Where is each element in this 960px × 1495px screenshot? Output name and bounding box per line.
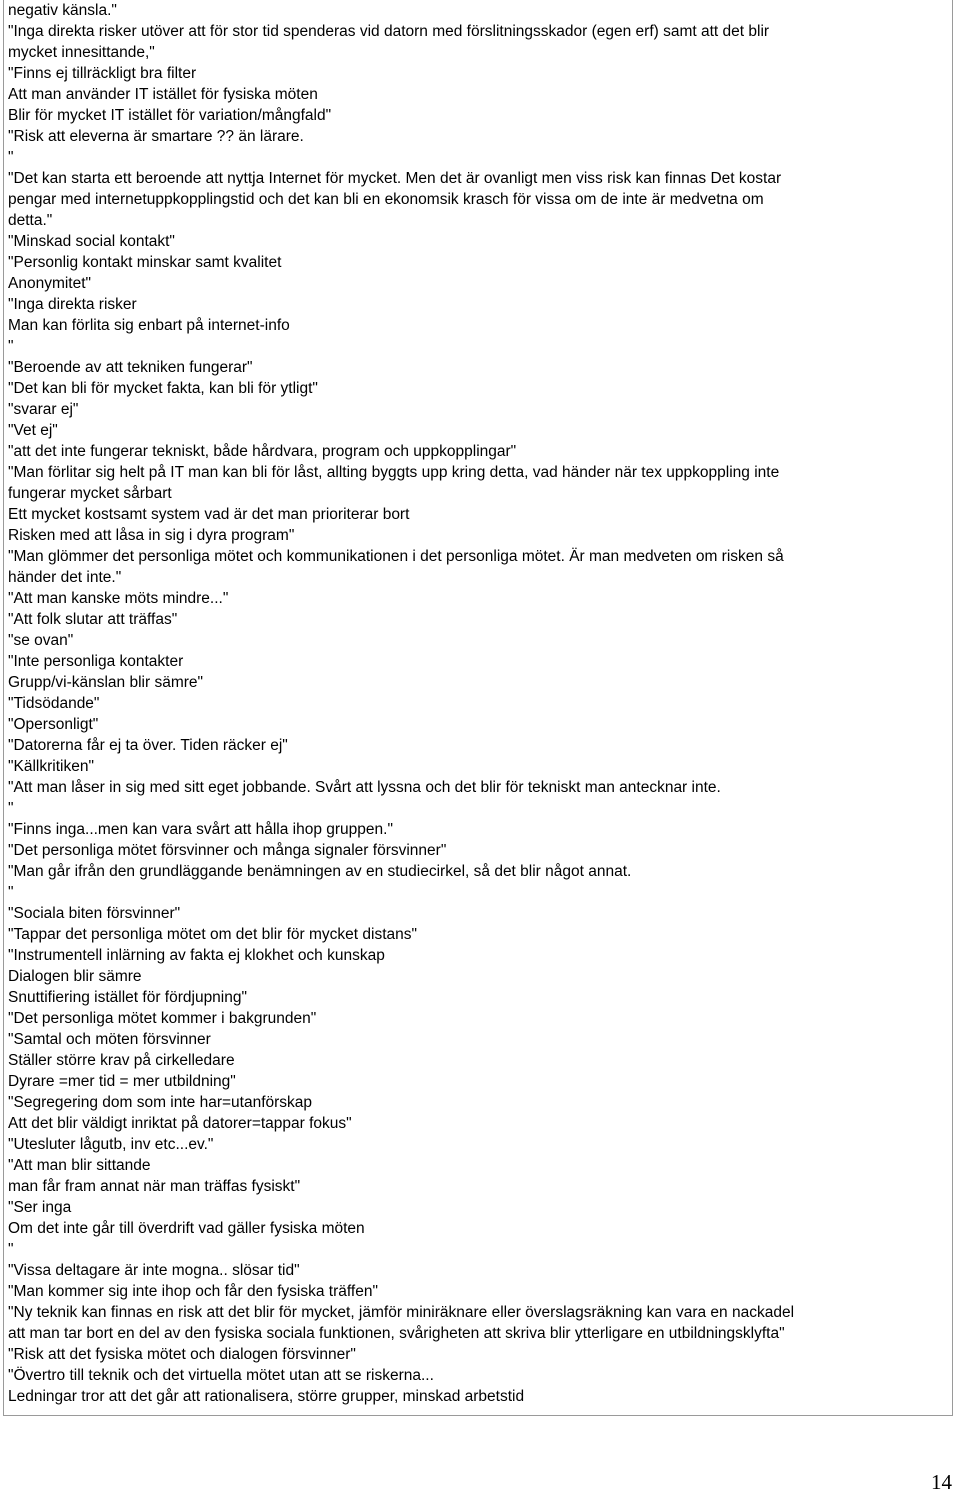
- text-line: "att det inte fungerar tekniskt, både hårdvara, program och uppkopplingar": [8, 443, 517, 460]
- text-line: "Minskad social kontakt": [8, 233, 175, 250]
- text-line: Risken med att låsa in sig i dyra program": [8, 527, 295, 544]
- text-line: ": [8, 884, 14, 901]
- text-line: "Ser inga: [8, 1199, 72, 1216]
- text-line: händer det inte.": [8, 569, 122, 586]
- text-line: Man kan förlita sig enbart på internet-info: [8, 317, 290, 334]
- text-line: "Opersonligt": [8, 716, 99, 733]
- text-line: Att det blir väldigt inriktat på datorer=tappar fokus": [8, 1115, 352, 1132]
- text-line: "Det personliga mötet försvinner och många signaler försvinner": [8, 842, 447, 859]
- text-line: "Det personliga mötet kommer i bakgrunden": [8, 1010, 317, 1027]
- text-line: "Inga direkta risker utöver att för stor tid spenderas vid datorn med förslitningsskador (egen erf) samt att det blir: [8, 23, 770, 40]
- text-line: "Vissa deltagare är inte mogna.. slösar tid": [8, 1262, 300, 1279]
- text-line: "Inga direkta risker: [8, 296, 137, 313]
- text-line: "Att man kanske möts mindre...": [8, 590, 229, 607]
- text-line: "Man glömmer det personliga mötet och kommunikationen i det personliga mötet. Är man medveten om risken så: [8, 548, 784, 565]
- text-line: Anonymitet": [8, 275, 92, 292]
- text-line: fungerar mycket sårbart: [8, 485, 172, 502]
- text-line: ": [8, 149, 14, 166]
- text-line: "Inte personliga kontakter: [8, 653, 184, 670]
- text-line: Ställer större krav på cirkelledare: [8, 1052, 235, 1069]
- text-line: "Tappar det personliga mötet om det blir för mycket distans": [8, 926, 418, 943]
- text-line: ": [8, 1241, 14, 1258]
- text-line: "Man går ifrån den grundläggande benämningen av en studiecirkel, så det blir något annat.: [8, 863, 632, 880]
- text-line: "Man förlitar sig helt på IT man kan bli för låst, allting byggts upp kring detta, vad händer när tex uppkoppling inte: [8, 464, 780, 481]
- text-line: "Datorerna får ej ta över. Tiden räcker ej": [8, 737, 288, 754]
- text-line: negativ känsla.": [8, 2, 117, 19]
- text-line: "Utesluter lågutb, inv etc...ev.": [8, 1136, 214, 1153]
- text-line: "Finns inga...men kan vara svårt att hålla ihop gruppen.": [8, 821, 393, 838]
- text-line: "Risk att det fysiska mötet och dialogen försvinner": [8, 1346, 356, 1363]
- text-line: "Att man låser in sig med sitt eget jobbande. Svårt att lyssna och det blir för tekniskt man antecknar inte.: [8, 779, 721, 796]
- text-line: Att man använder IT istället för fysiska möten: [8, 86, 318, 103]
- text-line: "Personlig kontakt minskar samt kvalitet: [8, 254, 282, 271]
- text-line: "Att man blir sittande: [8, 1157, 151, 1174]
- text-line: Snuttifiering istället för fördjupning": [8, 989, 247, 1006]
- text-line: Dyrare =mer tid = mer utbildning": [8, 1073, 236, 1090]
- response-text-box: [3, 0, 953, 1416]
- text-line: "Det kan starta ett beroende att nyttja Internet för mycket. Men det är ovanligt men viss risk kan finnas Det kostar: [8, 170, 782, 187]
- text-line: "Man kommer sig inte ihop och får den fysiska träffen": [8, 1283, 378, 1300]
- text-line: "Segregering dom som inte har=utanförskap: [8, 1094, 313, 1111]
- text-line: "se ovan": [8, 632, 74, 649]
- text-line: Grupp/vi-känslan blir sämre": [8, 674, 204, 691]
- text-line: man får fram annat när man träffas fysiskt": [8, 1178, 301, 1195]
- text-line: "Sociala biten försvinner": [8, 905, 181, 922]
- text-line: "svarar ej": [8, 401, 79, 418]
- text-line: "Källkritiken": [8, 758, 94, 775]
- text-line: Dialogen blir sämre: [8, 968, 142, 985]
- text-line: ": [8, 338, 14, 355]
- text-line: Ett mycket kostsamt system vad är det man prioriterar bort: [8, 506, 410, 523]
- text-line: "Risk att eleverna är smartare ?? än lärare.: [8, 128, 304, 145]
- text-line: detta.": [8, 212, 53, 229]
- text-line: "Samtal och möten försvinner: [8, 1031, 211, 1048]
- text-line: "Tidsödande": [8, 695, 100, 712]
- text-line: "Finns ej tillräckligt bra filter: [8, 65, 197, 82]
- text-line: "Att folk slutar att träffas": [8, 611, 178, 628]
- text-line: Ledningar tror att det går att rationalisera, större grupper, minskad arbetstid: [8, 1388, 525, 1405]
- text-line: "Beroende av att tekniken fungerar": [8, 359, 253, 376]
- text-line: mycket innesittande,": [8, 44, 155, 61]
- text-line: "Det kan bli för mycket fakta, kan bli för ytligt": [8, 380, 318, 397]
- text-line: "Vet ej": [8, 422, 58, 439]
- text-line: "Instrumentell inlärning av fakta ej klokhet och kunskap: [8, 947, 385, 964]
- text-line: Om det inte går till överdrift vad gäller fysiska möten: [8, 1220, 365, 1237]
- text-line: pengar med internetuppkopplingstid och det kan bli en ekonomsik krasch för vissa om de inte är medvetna om: [8, 191, 764, 208]
- text-line: "Övertro till teknik och det virtuella mötet utan att se riskerna...: [8, 1367, 434, 1384]
- text-line: att man tar bort en del av den fysiska sociala funktionen, svårigheten att skriva blir ytterligare en utbildningsklyfta": [8, 1325, 785, 1342]
- page-number: 14: [931, 1470, 952, 1494]
- text-line: "Ny teknik kan finnas en risk att det blir för mycket, jämför miniräknare eller överslagsräkning kan vara en nackadel: [8, 1304, 795, 1321]
- text-line: ": [8, 800, 14, 817]
- text-line: Blir för mycket IT istället för variation/mångfald": [8, 107, 332, 124]
